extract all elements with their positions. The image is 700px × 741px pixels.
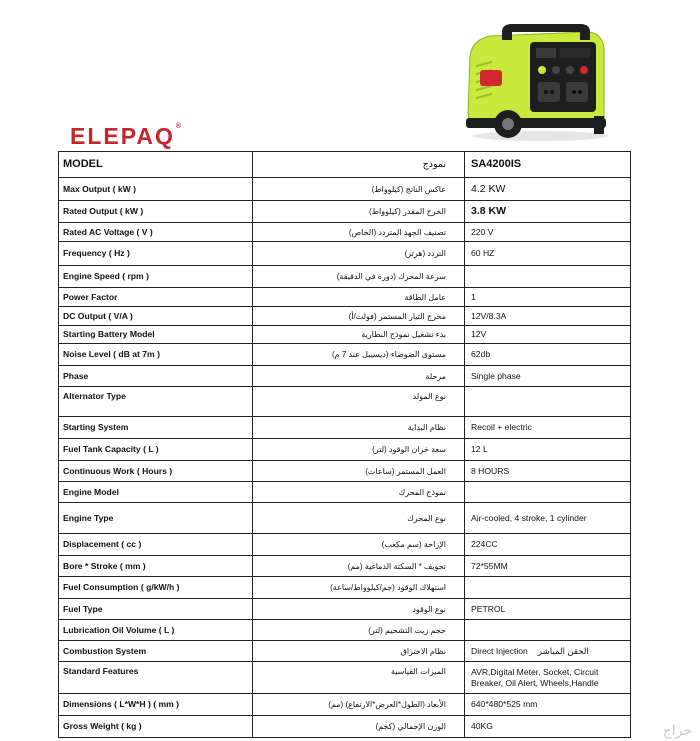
spec-value: 12V [465, 326, 631, 344]
spec-label: Frequency ( Hz ) [59, 242, 253, 266]
spec-value: 1 [465, 288, 631, 307]
spec-label: Lubrication Oil Volume ( L ) [59, 620, 253, 641]
spec-label-ar: استهلاك الوقود (جم/كيلوواط/ساعة) [253, 577, 465, 599]
spec-value: 12V/8.3A [465, 307, 631, 326]
table-row [59, 482, 631, 503]
spec-label: Fuel Tank Capacity ( L ) [59, 439, 253, 461]
table-row [59, 439, 631, 461]
spec-label: Alternator Type [59, 387, 253, 417]
spec-value: PETROL [465, 599, 631, 620]
table-row [59, 716, 631, 738]
spec-label-ar: مخرج التيار المستمر (فولت/أ) [253, 307, 465, 326]
spec-value-combustion [465, 641, 631, 662]
spec-label: Dimensions ( L*W*H ) ( mm ) [59, 694, 253, 716]
spec-label-ar: الخرج المقدر (كيلوواط) [253, 201, 465, 223]
spec-value: Direct Injection [471, 645, 528, 656]
spec-label: Bore * Stroke ( mm ) [59, 556, 253, 577]
spec-label-ar: حجم زيت التشحيم (لتر) [253, 620, 465, 641]
spec-label: Phase [59, 366, 253, 387]
spec-value: 640*480*525 mm [465, 694, 631, 716]
spec-label-ar: نظام البداية [253, 417, 465, 439]
spec-label-ar: نوع الوقود [253, 599, 465, 620]
spec-label-ar: عاكس الناتج (كيلوواط) [253, 178, 465, 201]
spec-value: 12 L [465, 439, 631, 461]
spec-label: Noise Level ( dB at 7m ) [59, 344, 253, 366]
spec-label-ar: نموذج المحرك [253, 482, 465, 503]
spec-label-ar: الإزاحة (سم مكعب) [253, 534, 465, 556]
spec-label: Standard Features [59, 662, 253, 694]
spec-value: 4.2 KW [465, 178, 631, 201]
spec-label: Continuous Work ( Hours ) [59, 461, 253, 482]
spec-value [465, 620, 631, 641]
spec-label-ar: نوع المحرك [253, 503, 465, 534]
watermark: حراج [662, 722, 692, 738]
spec-value [465, 482, 631, 503]
spec-label-ar: سرعة المحرك (دورة في الدقيقة) [253, 266, 465, 288]
spec-label-ar: بدء تشغيل نموذج البطارية [253, 326, 465, 344]
registered-mark: ® [175, 123, 182, 130]
table-row [59, 366, 631, 387]
spec-label-ar: تجويف * السكتة الدماغية (مم) [253, 556, 465, 577]
header-model-en: MODEL [59, 152, 253, 178]
spec-label: Engine Speed ( rpm ) [59, 266, 253, 288]
spec-label: Power Factor [59, 288, 253, 307]
spec-value: 72*55MM [465, 556, 631, 577]
spec-label-ar: نوع المولد [253, 387, 465, 417]
table-row [59, 307, 631, 326]
table-row [59, 599, 631, 620]
spec-label: Combustion System [59, 641, 253, 662]
spec-label-ar: عامل الطاقة [253, 288, 465, 307]
table-row [59, 344, 631, 366]
spec-label: Max Output ( kW ) [59, 178, 253, 201]
spec-label-ar: العمل المستمر (ساعات) [253, 461, 465, 482]
spec-label: Fuel Type [59, 599, 253, 620]
spec-value: 220 V [465, 223, 631, 242]
table-row [59, 662, 631, 694]
spec-label: Engine Model [59, 482, 253, 503]
spec-label-ar: تصنيف الجهد المتردد (الخاص) [253, 223, 465, 242]
table-row [59, 534, 631, 556]
table-header-row [59, 152, 631, 178]
spec-label: Starting Battery Model [59, 326, 253, 344]
spec-label-ar: سعة خزان الوقود (لتر) [253, 439, 465, 461]
spec-label-ar: الأبعاد (الطول*العرض*الارتفاع) (مم) [253, 694, 465, 716]
table-row [59, 288, 631, 307]
header-model-value: SA4200IS [465, 152, 631, 178]
spec-value [465, 577, 631, 599]
spec-value: 60 HZ [465, 242, 631, 266]
spec-label-ar: التردد (هرتز) [253, 242, 465, 266]
spec-label: Displacement ( cc ) [59, 534, 253, 556]
spec-label: Rated Output ( kW ) [59, 201, 253, 223]
table-row [59, 641, 631, 662]
spec-label: Engine Type [59, 503, 253, 534]
table-row [59, 417, 631, 439]
spec-value: 224CC [465, 534, 631, 556]
spec-value: 8 HOURS [465, 461, 631, 482]
brand-logo-text: ELEPAQ [70, 123, 175, 149]
spec-value: 62db [465, 344, 631, 366]
spec-value: 3.8 KW [465, 201, 631, 223]
spec-label-ar: مستوى الضوضاء (ديسيبل عند 7 م) [253, 344, 465, 366]
spec-label: DC Output ( V/A ) [59, 307, 253, 326]
spec-label: Rated AC Voltage ( V ) [59, 223, 253, 242]
spec-value: 40KG [465, 716, 631, 738]
table-row [59, 620, 631, 641]
table-row [59, 503, 631, 534]
spec-value [465, 266, 631, 288]
spec-label-ar: نظام الاحتراق [253, 641, 465, 662]
table-row [59, 223, 631, 242]
table-row [59, 266, 631, 288]
spec-label: Gross Weight ( kg ) [59, 716, 253, 738]
table-row [59, 242, 631, 266]
table-row [59, 556, 631, 577]
spec-value: AVR,Digital Meter, Socket, Circuit Breaker, Oil Alert, Wheels,Handle [465, 662, 631, 694]
table-row [59, 326, 631, 344]
table-row [59, 577, 631, 599]
table-row [59, 178, 631, 201]
spec-value: Air-cooled, 4 stroke, 1 cylinder [465, 503, 631, 534]
brand-logo [70, 123, 181, 150]
spec-value-ar: الحقن المباشر [537, 645, 589, 656]
table-row [59, 201, 631, 223]
table-row [59, 694, 631, 716]
spec-value: Recoil + electric [465, 417, 631, 439]
spec-value [465, 387, 631, 417]
spec-value: Single phase [465, 366, 631, 387]
spec-label: Starting System [59, 417, 253, 439]
generator-icon [462, 22, 610, 142]
spec-label-ar: الميزات القياسية [253, 662, 465, 694]
spec-label: Fuel Consumption ( g/kW/h ) [59, 577, 253, 599]
table-row [59, 461, 631, 482]
spec-table [58, 151, 631, 738]
spec-label-ar: مرحلة [253, 366, 465, 387]
table-row [59, 387, 631, 417]
header-model-ar: نموذج [253, 152, 465, 178]
spec-label-ar: الوزن الإجمالي (كجم) [253, 716, 465, 738]
